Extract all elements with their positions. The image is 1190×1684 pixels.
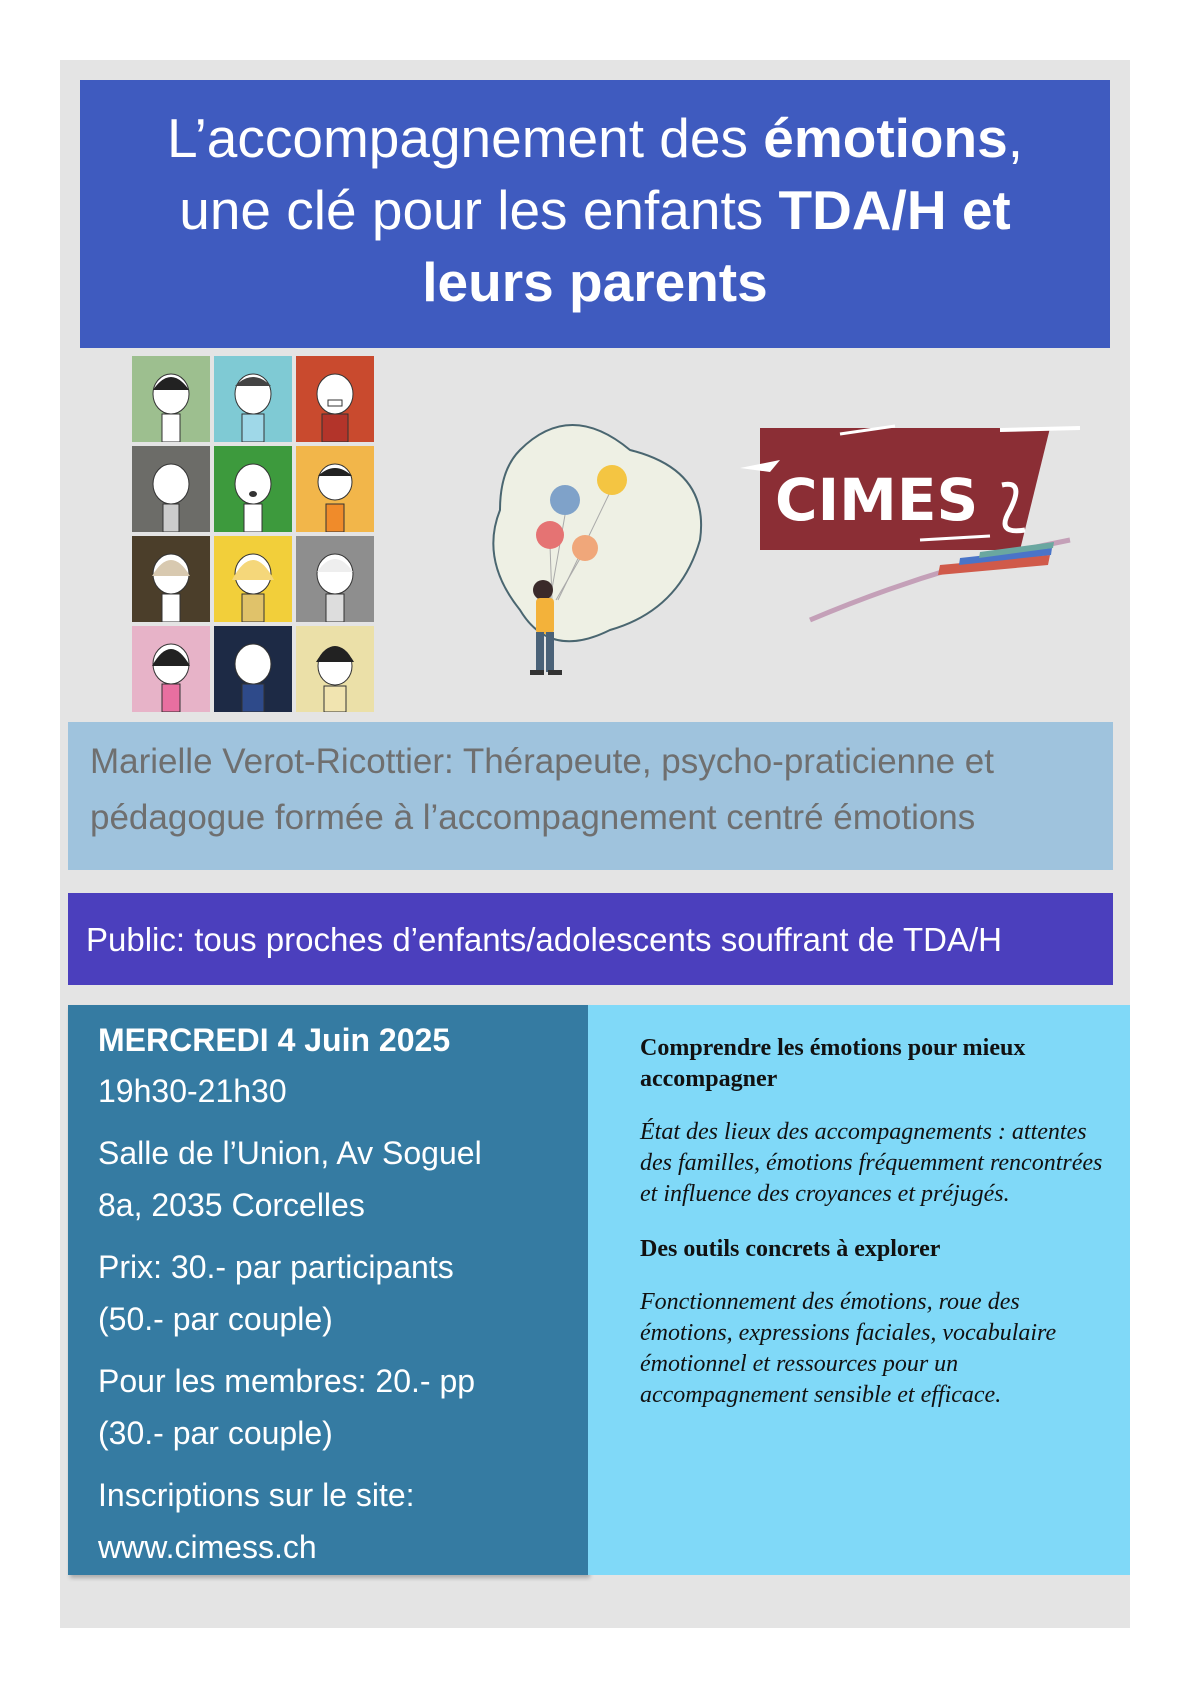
event-info-box bbox=[68, 1005, 588, 1575]
title-line1-comma: , bbox=[1007, 107, 1023, 169]
event-date: MERCREDI 4 Juin 2025 bbox=[98, 1022, 451, 1058]
child-face-icon bbox=[296, 536, 374, 622]
child-face-icon bbox=[132, 356, 210, 442]
child-face-icon bbox=[214, 626, 292, 712]
event-price-line2: (50.- par couple) bbox=[98, 1301, 333, 1337]
event-time: 19h30-21h30 bbox=[98, 1073, 287, 1109]
title-line1-a: L’accompagnement des bbox=[167, 107, 764, 169]
event-price-line1: Prix: 30.- par participants bbox=[98, 1249, 454, 1285]
title-line2-bold: TDA/H et bbox=[778, 179, 1011, 241]
program-text-1: État des lieux des accompagnements : attentes des familles, émotions fréquemment rencontrées et influence des croyances et préjugés. bbox=[640, 1119, 1103, 1207]
event-members-line1: Pour les membres: 20.- pp bbox=[98, 1363, 476, 1399]
program-text-2: Fonctionnement des émotions, roue des émotions, expressions faciales, vocabulaire émotionnel et ressources pour un accompagnement sensible et efficace. bbox=[640, 1289, 1057, 1408]
cimess-logo bbox=[740, 390, 1110, 670]
public-text: Public: tous proches d’enfants/adolescents souffrant de TDA/H bbox=[86, 921, 1002, 958]
event-signup: Inscriptions sur le site: bbox=[98, 1477, 415, 1513]
public-box bbox=[68, 893, 1113, 985]
poster bbox=[60, 60, 1130, 1628]
event-url-link[interactable]: www.cimess.ch bbox=[98, 1529, 317, 1565]
child-face-icon bbox=[132, 536, 210, 622]
girl-with-emotion-balloons-illustration bbox=[480, 410, 710, 710]
child-face-icon bbox=[214, 536, 292, 622]
children-emotions-grid-image bbox=[132, 356, 378, 714]
child-face-icon bbox=[214, 446, 292, 532]
event-place-line2: 8a, 2035 Corcelles bbox=[98, 1187, 365, 1223]
title-line3: leurs parents bbox=[422, 251, 768, 313]
event-place-line1: Salle de l’Union, Av Soguel bbox=[98, 1135, 482, 1171]
event-members-line2: (30.- par couple) bbox=[98, 1415, 333, 1451]
program-heading-2: Des outils concrets à explorer bbox=[640, 1236, 941, 1262]
program-heading-1: Comprendre les émotions pour mieux accompagner bbox=[640, 1035, 1026, 1092]
program-box bbox=[588, 1005, 1130, 1575]
speaker-line1: Marielle Verot-Ricottier: Thérapeute, psycho-praticienne et bbox=[90, 742, 994, 781]
child-face-icon bbox=[296, 446, 374, 532]
child-face-icon bbox=[214, 356, 292, 442]
child-face-icon bbox=[296, 356, 374, 442]
title-line1-bold: émotions bbox=[763, 107, 1008, 169]
child-face-icon bbox=[132, 626, 210, 712]
speaker-box bbox=[68, 722, 1113, 870]
child-face-icon bbox=[296, 626, 374, 712]
speaker-line2: pédagogue formée à l’accompagnement centré émotions bbox=[90, 798, 976, 837]
child-face-icon bbox=[132, 446, 210, 532]
logo-text: CIMES bbox=[775, 466, 979, 534]
title-line2-a: une clé pour les enfants bbox=[179, 179, 779, 241]
page-title bbox=[80, 80, 1110, 348]
